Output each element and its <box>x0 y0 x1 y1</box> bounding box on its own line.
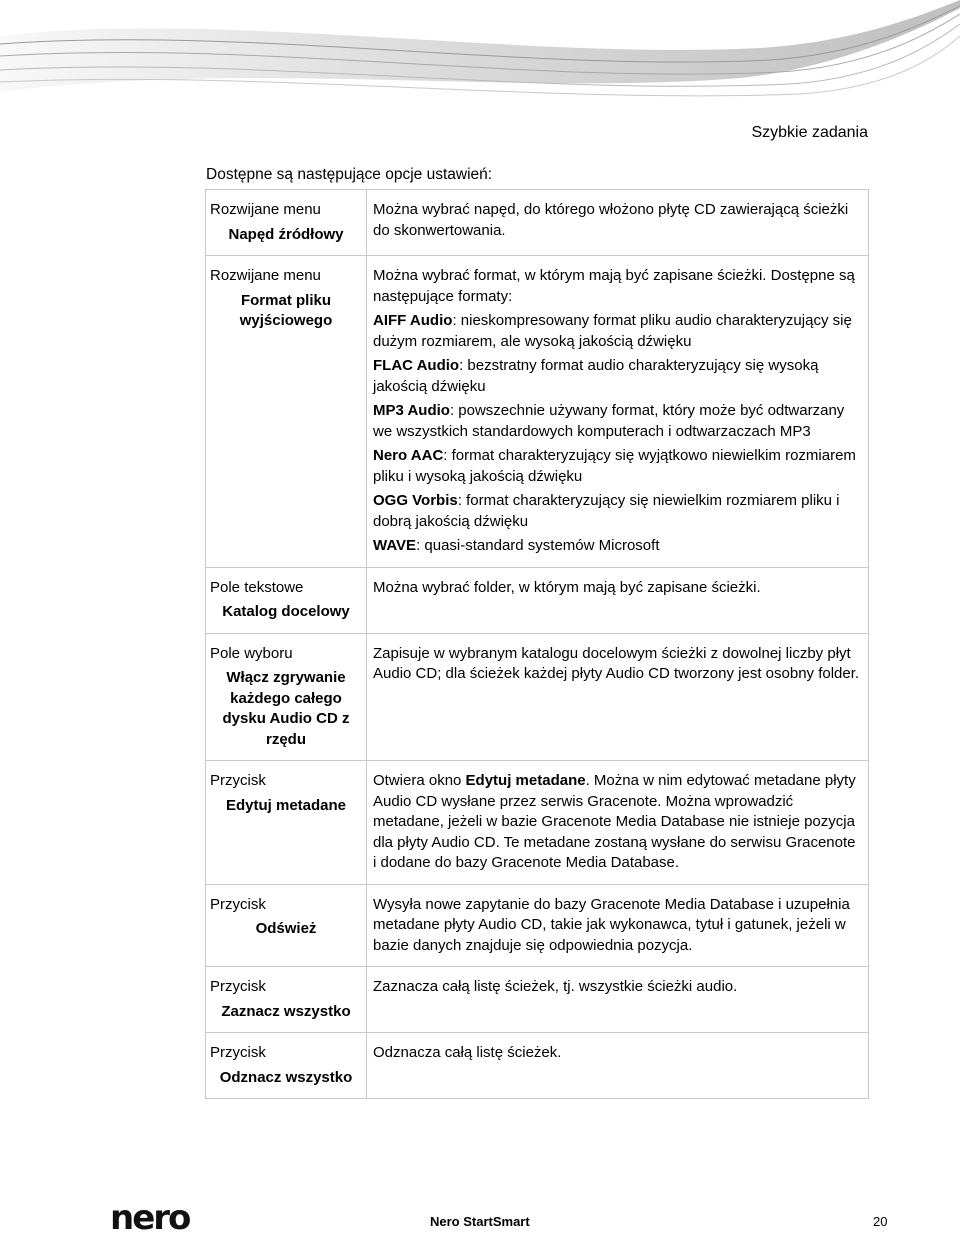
format-text: : format charakteryzujący się wyjątkowo niewielkim rozmiarem pliku i wysoką jakością dźwięku <box>373 447 856 485</box>
format-text: : nieskompresowany format pliku audio charakteryzujący się dużym rozmiarem, ale wysoką jakością dźwięku <box>373 312 852 350</box>
option-description: Zapisuje w wybranym katalogu docelowym ścieżki z dowolnej liczby płyt Audio CD; dla ścieżek każdej płyty Audio CD tworzony jest osobny folder. <box>367 633 869 761</box>
option-name: Napęd źródłowy <box>228 225 344 243</box>
option-name: Odśwież <box>255 920 317 937</box>
format-name: FLAC Audio <box>373 357 460 374</box>
page-number: 20 <box>873 1214 888 1229</box>
option-label-cell <box>206 1033 367 1099</box>
option-description: Można wybrać format, w którym mają być zapisane ścieżki. Dostępne są następujące formaty: <box>373 267 855 305</box>
table-row <box>206 1033 869 1099</box>
option-description-bold: Edytuj metadane <box>465 772 586 789</box>
option-description-post: . Można w nim edytować metadane płyty Audio CD wysłane przez serwis Gracenote. Można wprowadzić metadane, jeżeli w bazie Gracenote Media Database nie istnieje pozycja dla płyty Audio CD. Te metadane zostaną wysłane do serwisu Gracenote i dodane do bazy Gracenote Media Database. <box>373 772 856 871</box>
option-type: Pole tekstowe <box>210 578 304 596</box>
option-type: Pole wyboru <box>210 644 293 662</box>
format-item <box>373 536 860 557</box>
option-description-cell <box>367 761 869 885</box>
format-item <box>373 446 860 487</box>
header-swoosh-graphic <box>0 0 960 110</box>
format-text: : bezstratny format audio charakteryzujący się wysoką jakością dźwięku <box>373 357 819 395</box>
section-title: Szybkie zadania <box>751 124 868 141</box>
footer-product: Nero StartSmart <box>430 1214 530 1229</box>
options-table <box>205 189 869 1099</box>
nero-logo <box>110 1203 214 1233</box>
option-description-cell <box>367 256 869 568</box>
format-text: : powszechnie używany format, który może być odtwarzany we wszystkich standardowych komputerach i odtwarzaczach MP3 <box>373 402 845 440</box>
format-name: AIFF Audio <box>373 312 453 329</box>
option-description: Odznacza całą listę ścieżek. <box>367 1033 869 1099</box>
format-name: WAVE <box>373 537 417 554</box>
table-row <box>206 256 869 568</box>
option-label-cell <box>206 761 367 885</box>
table-row <box>206 761 869 885</box>
option-name: Format pliku wyjściowego <box>239 291 333 329</box>
option-label-cell <box>206 567 367 633</box>
option-description-pre: Otwiera okno <box>373 772 466 789</box>
option-name: Edytuj metadane <box>225 796 347 814</box>
option-type: Przycisk <box>210 895 266 913</box>
format-name: Nero AAC <box>373 447 444 464</box>
option-description: Można wybrać folder, w którym mają być zapisane ścieżki. <box>367 567 869 633</box>
option-label-cell <box>206 190 367 256</box>
format-text: : format charakteryzujący się niewielkim rozmiarem pliku i dobrą jakością dźwięku <box>373 492 840 530</box>
format-name: MP3 Audio <box>373 402 450 419</box>
format-item <box>373 401 860 442</box>
option-description: Wysyła nowe zapytanie do bazy Gracenote Media Database i uzupełnia metadane płyty Audio CD, takie jak wykonawca, tytuł i gatunek, jeżeli w bazie danych znajduje się odpowiednia pozycja. <box>367 884 869 967</box>
table-row <box>206 633 869 761</box>
format-name: OGG Vorbis <box>373 492 458 509</box>
table-row <box>206 884 869 967</box>
format-item <box>373 311 860 352</box>
option-description: Zaznacza całą listę ścieżek, tj. wszystkie ścieżki audio. <box>367 967 869 1033</box>
option-name: Zaznacz wszystko <box>221 1002 351 1020</box>
option-type: Rozwijane menu <box>210 267 321 284</box>
table-row <box>206 190 869 256</box>
option-type: Przycisk <box>210 1044 266 1061</box>
option-name: Odznacz wszystko <box>219 1068 353 1086</box>
format-item <box>373 491 860 532</box>
option-label-cell <box>206 884 367 967</box>
nero-logo-text: nero <box>110 1203 190 1233</box>
option-description: Można wybrać napęd, do którego włożono płytę CD zawierającą ścieżki do skonwertowania. <box>367 190 869 256</box>
format-item <box>373 356 860 397</box>
option-name: Włącz zgrywanie każdego całego dysku Audio CD z rzędu <box>222 669 350 748</box>
option-label-cell <box>206 256 367 568</box>
option-type: Przycisk <box>210 772 266 789</box>
table-row <box>206 567 869 633</box>
option-type: Rozwijane menu <box>210 201 321 218</box>
option-name: Katalog docelowy <box>222 603 350 620</box>
intro-text: Dostępne są następujące opcje ustawień: <box>206 166 493 183</box>
option-label-cell <box>206 633 367 761</box>
format-text: : quasi-standard systemów Microsoft <box>416 537 660 554</box>
table-row <box>206 967 869 1033</box>
option-label-cell <box>206 967 367 1033</box>
option-type: Przycisk <box>210 978 266 995</box>
